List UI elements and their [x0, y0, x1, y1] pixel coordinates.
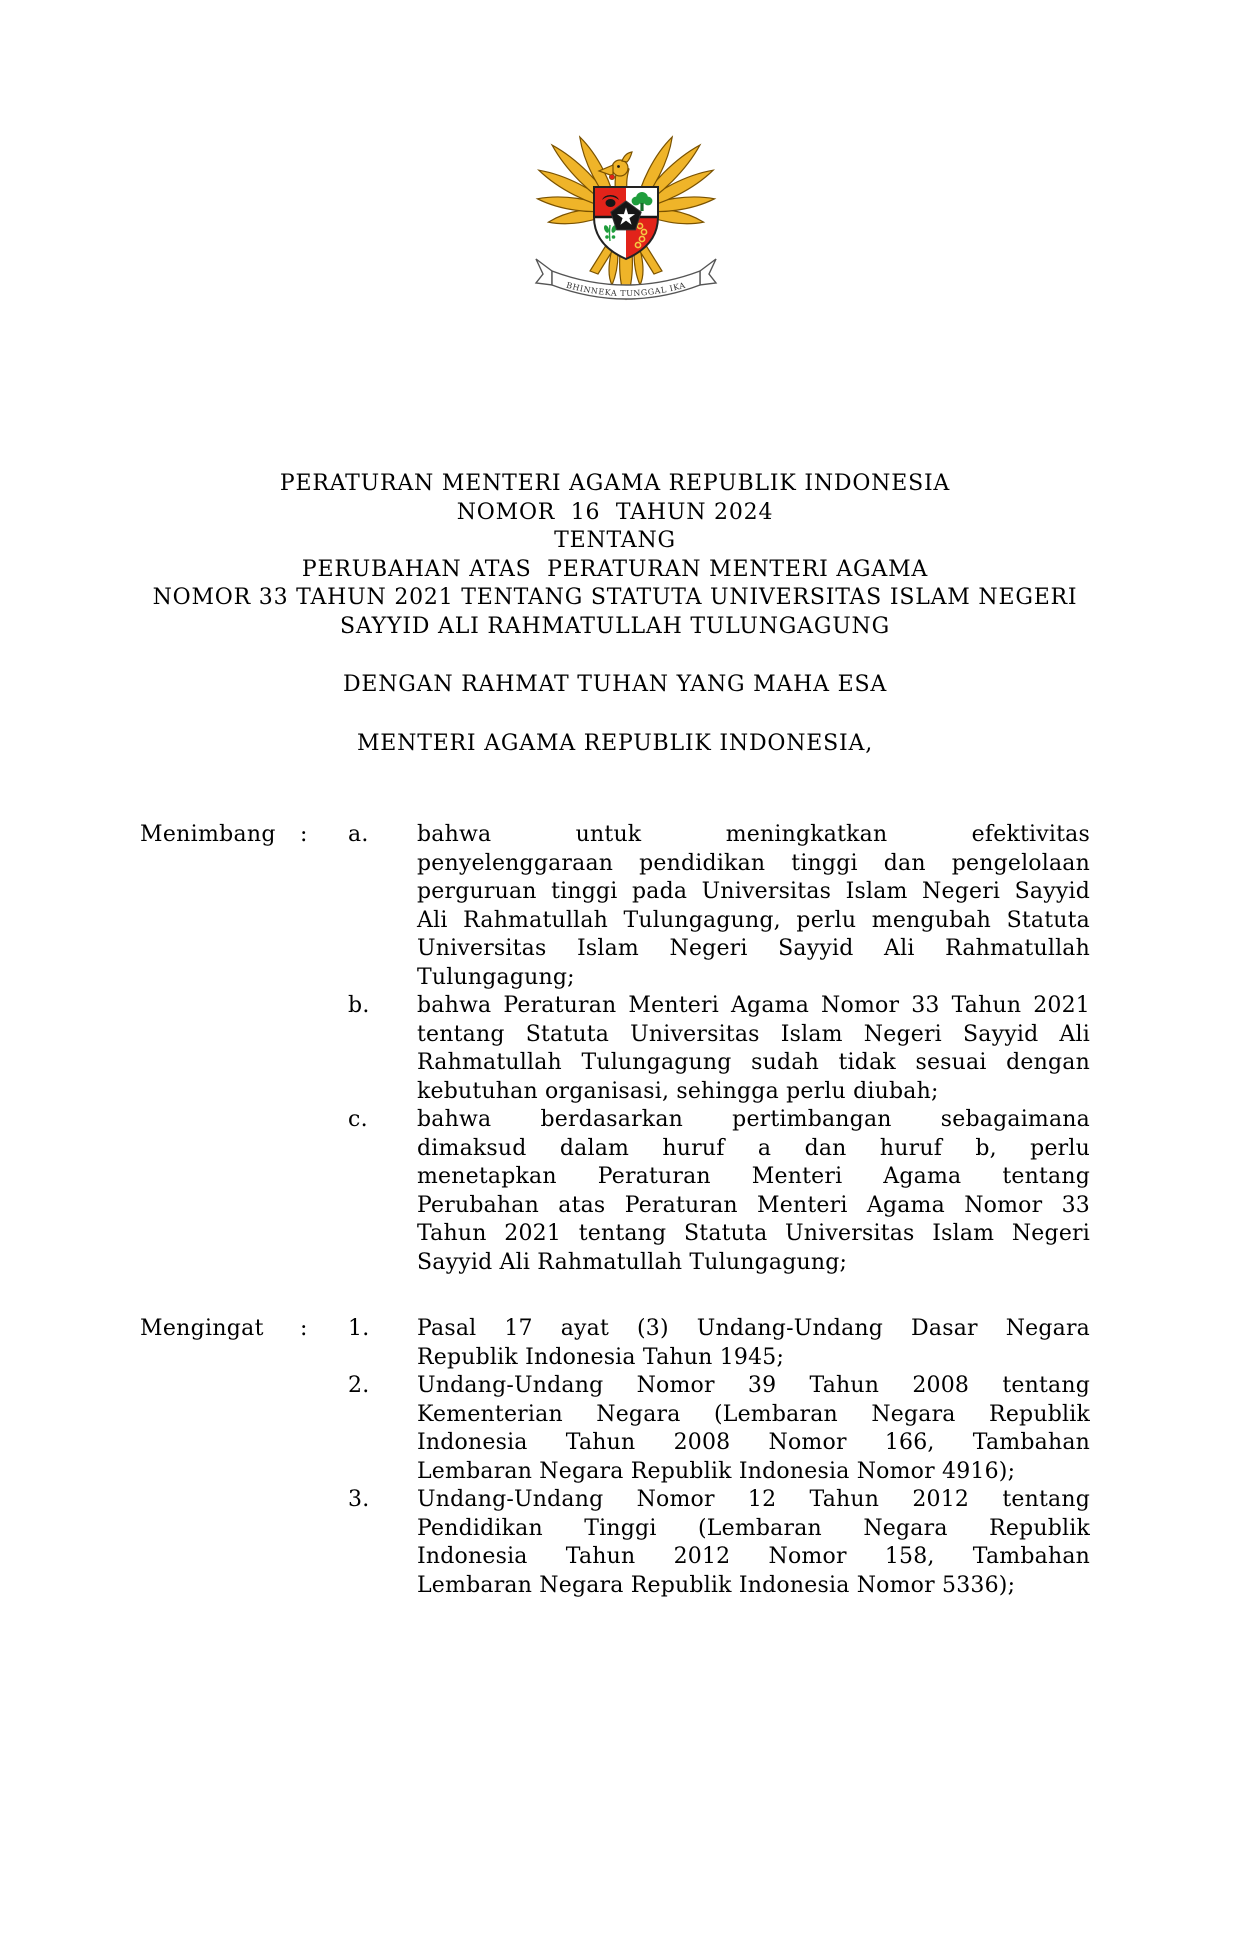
text-line: Kementerian Negara (Lembaran Negara Republik: [417, 1401, 1090, 1427]
text-line: Ali Rahmatullah Tulungagung, perlu mengubah Statuta: [417, 907, 1090, 933]
text-line: Pasal 17 ayat (3) Undang-Undang Dasar Negara: [417, 1316, 1090, 1341]
list-item: [348, 992, 1090, 1106]
item-text: [417, 1315, 1090, 1372]
authority-line: MENTERI AGAMA REPUBLIK INDONESIA,: [356, 730, 874, 756]
item-marker: 2.: [348, 1373, 370, 1398]
text-line: Undang-Undang Nomor 12 Tahun 2012 tentang: [417, 1487, 1090, 1512]
text-line: Tahun 2021 tentang Statuta Universitas Islam Negeri: [417, 1221, 1090, 1246]
item-marker: a.: [348, 822, 369, 847]
text-line: bahwa berdasarkan pertimbangan sebagaimana: [417, 1107, 1090, 1132]
text-line: Lembaran Negara Republik Indonesia Nomor 4916);: [417, 1458, 1016, 1484]
invocation-line: DENGAN RAHMAT TUHAN YANG MAHA ESA: [342, 672, 888, 697]
text-line: penyelenggaraan pendidikan tinggi dan pengelolaan: [417, 850, 1090, 876]
text-line: kebutuhan organisasi, sehingga perlu diubah;: [417, 1078, 939, 1104]
list-item: [348, 1372, 1090, 1486]
title-line: PERUBAHAN ATAS PERATURAN MENTERI AGAMA: [301, 556, 929, 582]
item-text: [417, 1106, 1090, 1277]
considering-items: [348, 821, 1090, 1277]
considering-label: Menimbang: [140, 822, 276, 847]
remembering-label: Mengingat: [140, 1316, 264, 1341]
list-item: [348, 1486, 1090, 1600]
text-line: bahwa untuk meningkatkan efektivitas: [417, 822, 1090, 847]
text-line: tentang Statuta Universitas Islam Negeri Sayyid Ali: [417, 1021, 1090, 1047]
emblem-motto: BHINNEKA TUNGGAL IKA: [565, 280, 687, 299]
text-line: Sayyid Ali Rahmatullah Tulungagung;: [417, 1249, 848, 1275]
text-line: Tulungagung;: [417, 964, 575, 990]
remembering-items: [348, 1315, 1090, 1600]
considering-section: [140, 821, 1090, 1277]
list-item: [348, 1315, 1090, 1372]
item-marker: c.: [348, 1107, 368, 1132]
text-line: Pendidikan Tinggi (Lembaran Negara Republik: [417, 1515, 1090, 1541]
title-line: NOMOR 16 TAHUN 2024: [456, 499, 774, 525]
text-line: menetapkan Peraturan Menteri Agama tentang: [417, 1164, 1090, 1189]
text-line: Republik Indonesia Tahun 1945;: [417, 1344, 785, 1370]
document-title: [140, 0, 1090, 641]
text-line: Lembaran Negara Republik Indonesia Nomor 5336);: [417, 1572, 1016, 1598]
document-body: [140, 0, 1090, 1600]
text-line: Rahmatullah Tulungagung sudah tidak sesuai dengan: [417, 1050, 1090, 1075]
list-item: [348, 821, 1090, 992]
item-marker: b.: [348, 993, 370, 1018]
title-line: PERATURAN MENTERI AGAMA REPUBLIK INDONESIA: [279, 471, 951, 496]
remembering-colon: :: [300, 1316, 308, 1341]
title-line: SAYYID ALI RAHMATULLAH TULUNGAGUNG: [340, 613, 890, 639]
title-line: TENTANG: [554, 528, 676, 553]
text-line: Perubahan atas Peraturan Menteri Agama Nomor 33: [417, 1192, 1090, 1218]
text-line: Undang-Undang Nomor 39 Tahun 2008 tentang: [417, 1373, 1090, 1398]
item-marker: 3.: [348, 1487, 370, 1512]
text-line: perguruan tinggi pada Universitas Islam Negeri Sayyid: [417, 879, 1090, 904]
considering-colon: :: [300, 822, 308, 847]
text-line: Indonesia Tahun 2012 Nomor 158, Tambahan: [417, 1544, 1090, 1569]
text-line: Indonesia Tahun 2008 Nomor 166, Tambahan: [417, 1430, 1090, 1455]
text-line: dimaksud dalam huruf a dan huruf b, perlu: [417, 1135, 1090, 1161]
remembering-section: [140, 1315, 1090, 1600]
item-text: [417, 1486, 1090, 1600]
item-text: [417, 821, 1090, 992]
text-line: Universitas Islam Negeri Sayyid Ali Rahmatullah: [417, 936, 1090, 961]
item-marker: 1.: [348, 1316, 370, 1341]
item-text: [417, 992, 1090, 1106]
item-text: [417, 1372, 1090, 1486]
list-item: [348, 1106, 1090, 1277]
text-line: bahwa Peraturan Menteri Agama Nomor 33 Tahun 2021: [417, 993, 1090, 1018]
title-line: NOMOR 33 TAHUN 2021 TENTANG STATUTA UNIVERSITAS ISLAM NEGERI: [152, 585, 1078, 610]
